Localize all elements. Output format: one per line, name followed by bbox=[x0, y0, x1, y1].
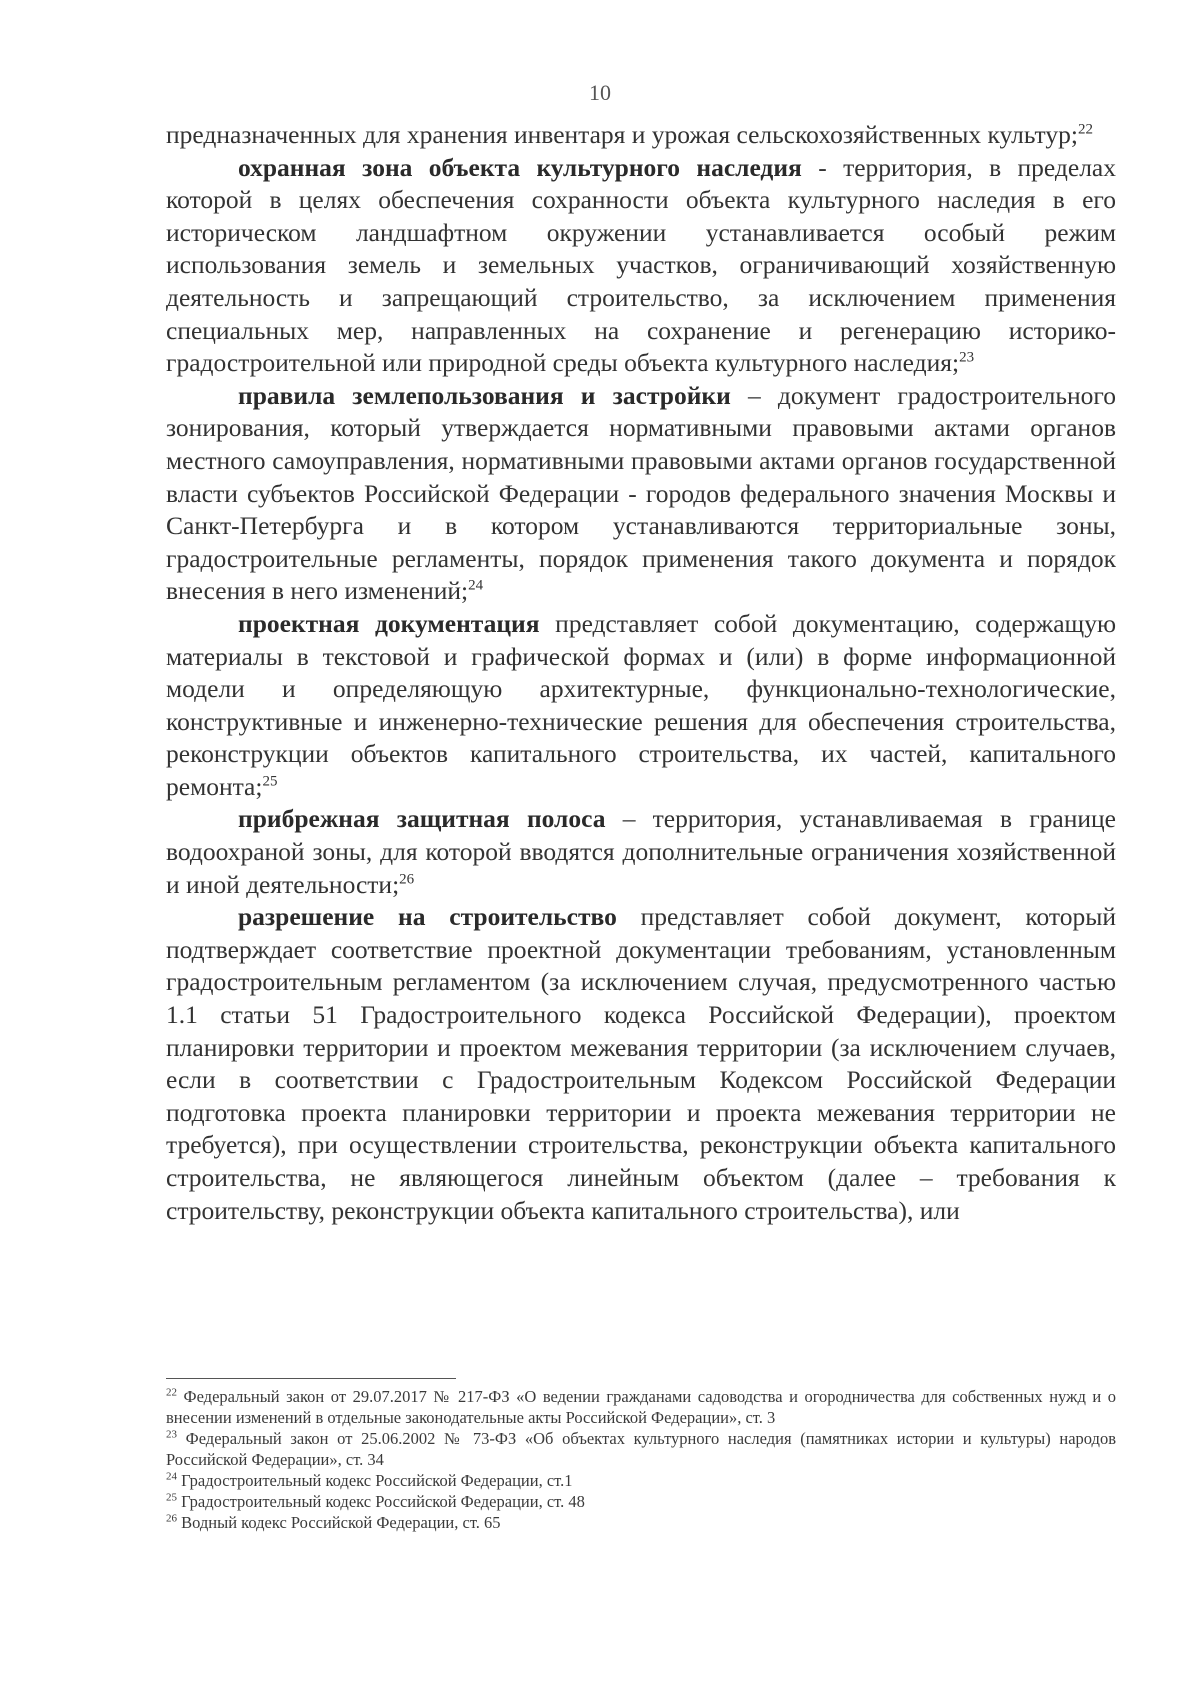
paragraph-continuation bbox=[166, 119, 1116, 152]
footnote-text: Водный кодекс Российской Федерации, ст. 65 bbox=[177, 1513, 501, 1532]
footnote-text: Градостроительный кодекс Российской Федерации, ст.1 bbox=[177, 1471, 573, 1490]
defined-term: разрешение на строительство bbox=[238, 902, 617, 932]
footnote-ref[interactable]: 25 bbox=[262, 773, 278, 790]
defined-term: проектная документация bbox=[238, 608, 540, 638]
footnote-ref[interactable]: 26 bbox=[399, 871, 415, 888]
defined-term: охранная зона объекта культурного наследия bbox=[238, 152, 802, 182]
footnote-text: Федеральный закон от 25.06.2002 № 73-ФЗ «Об объектах культурного наследия (памятниках истории и культуры) народов Российской Федерации», ст. 34 bbox=[166, 1429, 1116, 1469]
definition-paragraph bbox=[166, 152, 1116, 380]
page-number: 10 bbox=[589, 80, 611, 105]
footnote-separator bbox=[166, 1378, 456, 1379]
definition-text: представляет собой документ, который подтверждает соответствие проектной документации требованиям, установленным градостроительным регламентом (за исключением случая, предусмотренного частью 1.1 статьи 51 Градостроительного кодекса Российской Федерации), проектом планировки территории и проектом межевания территории (за исключением случаев, если в соответствии с Градостроительным Кодексом Российской Федерации подготовка проекта планировки территории и проекта межевания территории не требуется), при осуществлении строительства, реконструкции объекта капитального строительства, не являющегося линейным объектом (далее – требования к строительству, реконструкции объекта капитального строительства), или bbox=[166, 902, 1116, 1225]
footnote-ref[interactable]: 24 bbox=[468, 577, 484, 594]
definition-text: - территория, в пределах которой в целях обеспечения сохранности объекта культурного наследия в его историческом ландшафтном окружении устанавливается особый режим использования земель и земельных участков, ограничивающий хозяйственную деятельность и запрещающий строительство, за исключением применения специальных мер, направленных на сохранение и регенерацию историко-градостроительной или природной среды объекта культурного наследия; bbox=[166, 152, 1116, 378]
footnote-number: 22 bbox=[166, 1386, 177, 1399]
footnote-number: 26 bbox=[166, 1512, 177, 1525]
paragraph-text: предназначенных для хранения инвентаря и урожая сельскохозяйственных культур; bbox=[166, 120, 1078, 149]
defined-term: прибрежная защитная полоса bbox=[238, 804, 606, 834]
footnote-ref[interactable]: 23 bbox=[959, 349, 975, 366]
definition-paragraph bbox=[166, 803, 1116, 901]
footnote bbox=[166, 1470, 1116, 1491]
footnote-number: 25 bbox=[166, 1491, 177, 1504]
footnotes-section bbox=[166, 1386, 1116, 1533]
footnote-text: Федеральный закон от 29.07.2017 № 217-ФЗ «О ведении гражданами садоводства и огородничества для собственных нужд и о внесении изменений в отдельные законодательные акты Российской Федерации», ст. 3 bbox=[166, 1387, 1116, 1427]
footnote-ref[interactable]: 22 bbox=[1077, 121, 1093, 138]
definition-text: – документ градостроительного зонирования, который утверждается нормативными правовыми актами органов местного самоуправления, нормативными правовыми актами органов государственной власти субъектов Российской Федерации - городов федерального значения Москвы и Санкт-Петербурга и в котором устанавливаются территориальные зоны, градостроительные регламенты, порядок применения такого документа и порядок внесения в него изменений; bbox=[166, 380, 1116, 606]
definition-paragraph bbox=[166, 608, 1116, 804]
footnote bbox=[166, 1428, 1116, 1470]
footnote bbox=[166, 1512, 1116, 1533]
definition-paragraph bbox=[166, 380, 1116, 608]
document-body bbox=[166, 119, 1116, 1227]
defined-term: правила землепользования и застройки bbox=[238, 380, 731, 410]
footnote bbox=[166, 1386, 1116, 1428]
definition-paragraph bbox=[166, 901, 1116, 1227]
definition-text: – территория, устанавливаемая в границе водоохраной зоны, для которой вводятся дополнительные ограничения хозяйственной и иной деятельности; bbox=[166, 804, 1116, 899]
footnote-number: 24 bbox=[166, 1470, 177, 1483]
footnote bbox=[166, 1491, 1116, 1512]
definition-text: представляет собой документацию, содержащую материалы в текстовой и графической формах и (или) в форме информационной модели и определяющую архитектурные, функционально-технологические, конструктивные и инженерно-технические решения для обеспечения строительства, реконструкции объектов капитального строительства, их частей, капитального ремонта; bbox=[166, 608, 1116, 801]
footnote-text: Градостроительный кодекс Российской Федерации, ст. 48 bbox=[177, 1492, 585, 1511]
footnote-number: 23 bbox=[166, 1428, 177, 1441]
